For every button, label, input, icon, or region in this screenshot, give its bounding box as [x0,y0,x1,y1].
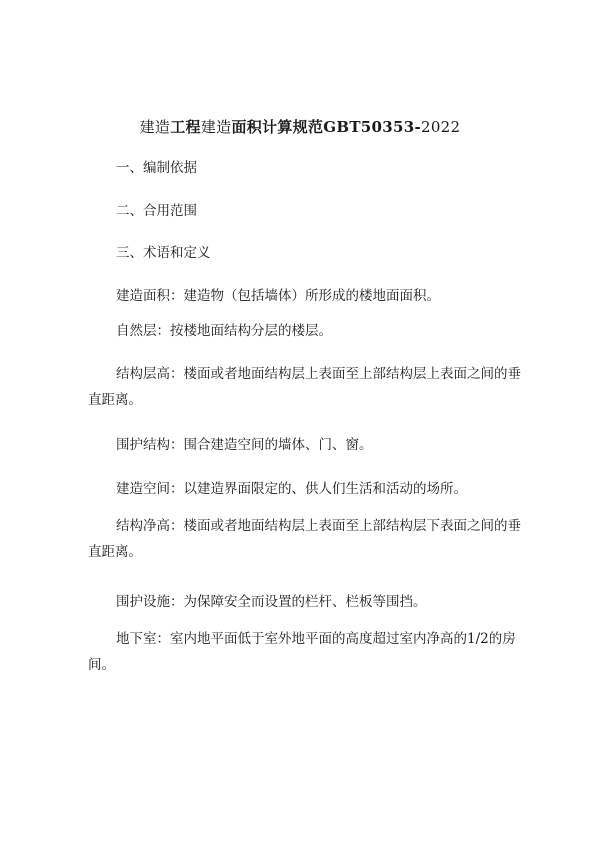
title-part: 建造 [139,118,171,136]
title-part-bold: 面积计算规范GBT50353- [231,118,421,136]
section-heading-terms: 三、术语和定义 [116,245,211,261]
title-part: 建造 [200,118,232,136]
title-part-bold: 工程 [170,118,201,136]
section-heading-basis: 一、编制依据 [116,160,197,176]
term-enclosure-facility: 围护设施：为保障安全而设置的栏杆、栏板等围挡。 [116,594,427,610]
term-enclosure-structure: 围护结构：围合建造空间的墙体、门、窗。 [116,437,373,453]
term-structural-clear-height: 结构净高：楼面或者地面结构层上表面至上部结构层下表面之间的垂直距离。 [88,518,521,560]
document-title [0,116,600,138]
term-basement: 地下室：室内地平面低于室外地平面的高度超过室内净高的1/2的房间。 [88,631,516,673]
title-part: 2022 [421,118,461,136]
term-building-space: 建造空间：以建造界面限定的、供人们生活和活动的场所。 [116,481,467,497]
term-building-area: 建造面积：建造物（包括墙体）所形成的楼地面面积。 [116,288,440,304]
term-structural-floor-height: 结构层高：楼面或者地面结构层上表面至上部结构层上表面之间的垂直距离。 [88,366,521,408]
term-natural-floor: 自然层：按楼地面结构分层的楼层。 [116,323,332,339]
section-heading-scope: 二、合用范围 [116,203,197,219]
